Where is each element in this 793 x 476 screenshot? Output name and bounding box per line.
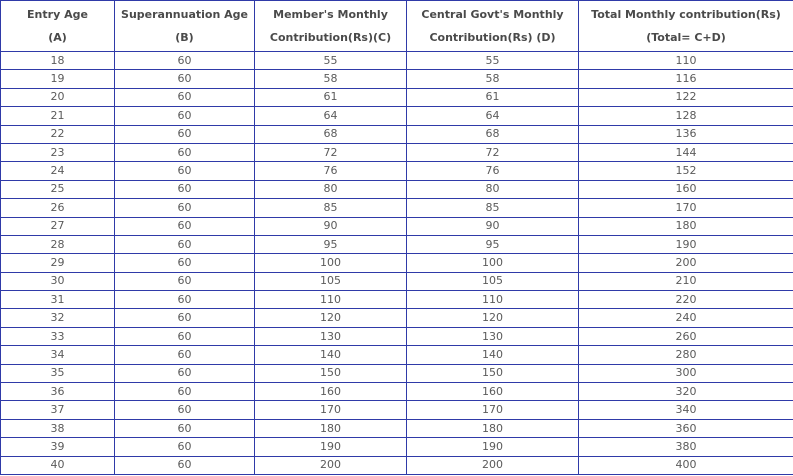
entry-age-cell: 32 [1, 309, 115, 327]
table-row [1, 272, 793, 290]
member-contribution-cell: 95 [255, 235, 407, 253]
header-total-contribution-code: (Total= C+D) [646, 30, 726, 44]
entry-age-cell: 28 [1, 235, 115, 253]
govt-contribution-cell: 130 [407, 327, 579, 345]
member-contribution-cell: 180 [255, 419, 407, 437]
header-entry-age [1, 1, 115, 52]
entry-age-cell: 31 [1, 291, 115, 309]
superannuation-age-cell: 60 [115, 52, 255, 70]
superannuation-age-cell: 60 [115, 162, 255, 180]
superannuation-age-cell: 60 [115, 199, 255, 217]
table-row [1, 217, 793, 235]
member-contribution-cell: 76 [255, 162, 407, 180]
total-contribution-cell: 128 [579, 107, 793, 125]
member-contribution-cell: 200 [255, 456, 407, 474]
superannuation-age-cell: 60 [115, 235, 255, 253]
govt-contribution-cell: 190 [407, 438, 579, 456]
entry-age-cell: 34 [1, 346, 115, 364]
govt-contribution-cell: 120 [407, 309, 579, 327]
superannuation-age-cell: 60 [115, 346, 255, 364]
entry-age-cell: 25 [1, 180, 115, 198]
header-govt-contribution-label: Central Govt's Monthly [421, 7, 564, 21]
entry-age-cell: 36 [1, 383, 115, 401]
total-contribution-cell: 300 [579, 364, 793, 382]
total-contribution-cell: 122 [579, 88, 793, 106]
govt-contribution-cell: 110 [407, 291, 579, 309]
table-row [1, 162, 793, 180]
total-contribution-cell: 400 [579, 456, 793, 474]
member-contribution-cell: 80 [255, 180, 407, 198]
total-contribution-cell: 200 [579, 254, 793, 272]
table-row [1, 235, 793, 253]
superannuation-age-cell: 60 [115, 383, 255, 401]
superannuation-age-cell: 60 [115, 327, 255, 345]
govt-contribution-cell: 150 [407, 364, 579, 382]
superannuation-age-cell: 60 [115, 291, 255, 309]
total-contribution-cell: 144 [579, 143, 793, 161]
total-contribution-cell: 190 [579, 235, 793, 253]
superannuation-age-cell: 60 [115, 143, 255, 161]
total-contribution-cell: 220 [579, 291, 793, 309]
superannuation-age-cell: 60 [115, 107, 255, 125]
entry-age-cell: 21 [1, 107, 115, 125]
superannuation-age-cell: 60 [115, 180, 255, 198]
member-contribution-cell: 160 [255, 383, 407, 401]
member-contribution-cell: 110 [255, 291, 407, 309]
superannuation-age-cell: 60 [115, 88, 255, 106]
entry-age-cell: 30 [1, 272, 115, 290]
header-member-contribution [255, 1, 407, 52]
table-row [1, 254, 793, 272]
table-row [1, 383, 793, 401]
total-contribution-cell: 116 [579, 70, 793, 88]
govt-contribution-cell: 61 [407, 88, 579, 106]
header-entry-age-code: (A) [48, 30, 67, 44]
entry-age-cell: 19 [1, 70, 115, 88]
entry-age-cell: 33 [1, 327, 115, 345]
entry-age-cell: 24 [1, 162, 115, 180]
govt-contribution-cell: 55 [407, 52, 579, 70]
header-govt-contribution [407, 1, 579, 52]
entry-age-cell: 39 [1, 438, 115, 456]
govt-contribution-cell: 80 [407, 180, 579, 198]
member-contribution-cell: 140 [255, 346, 407, 364]
total-contribution-cell: 136 [579, 125, 793, 143]
entry-age-cell: 23 [1, 143, 115, 161]
header-total-contribution [579, 1, 793, 52]
member-contribution-cell: 90 [255, 217, 407, 235]
superannuation-age-cell: 60 [115, 217, 255, 235]
total-contribution-cell: 240 [579, 309, 793, 327]
govt-contribution-cell: 100 [407, 254, 579, 272]
member-contribution-cell: 68 [255, 125, 407, 143]
member-contribution-cell: 100 [255, 254, 407, 272]
entry-age-cell: 37 [1, 401, 115, 419]
entry-age-cell: 29 [1, 254, 115, 272]
govt-contribution-cell: 170 [407, 401, 579, 419]
total-contribution-cell: 210 [579, 272, 793, 290]
govt-contribution-cell: 68 [407, 125, 579, 143]
header-superannuation-age-label: Superannuation Age [121, 7, 248, 21]
superannuation-age-cell: 60 [115, 401, 255, 419]
govt-contribution-cell: 76 [407, 162, 579, 180]
total-contribution-cell: 260 [579, 327, 793, 345]
govt-contribution-cell: 160 [407, 383, 579, 401]
govt-contribution-cell: 105 [407, 272, 579, 290]
govt-contribution-cell: 85 [407, 199, 579, 217]
table-row [1, 52, 793, 70]
entry-age-cell: 35 [1, 364, 115, 382]
total-contribution-cell: 170 [579, 199, 793, 217]
table-row [1, 125, 793, 143]
member-contribution-cell: 72 [255, 143, 407, 161]
total-contribution-cell: 152 [579, 162, 793, 180]
total-contribution-cell: 360 [579, 419, 793, 437]
table-row [1, 419, 793, 437]
table-row [1, 364, 793, 382]
header-row [1, 1, 793, 52]
table-row [1, 107, 793, 125]
entry-age-cell: 38 [1, 419, 115, 437]
govt-contribution-cell: 90 [407, 217, 579, 235]
superannuation-age-cell: 60 [115, 125, 255, 143]
table-row [1, 327, 793, 345]
govt-contribution-cell: 64 [407, 107, 579, 125]
member-contribution-cell: 58 [255, 70, 407, 88]
member-contribution-cell: 190 [255, 438, 407, 456]
member-contribution-cell: 105 [255, 272, 407, 290]
member-contribution-cell: 61 [255, 88, 407, 106]
member-contribution-cell: 64 [255, 107, 407, 125]
member-contribution-cell: 55 [255, 52, 407, 70]
table-row [1, 309, 793, 327]
table-row [1, 456, 793, 474]
superannuation-age-cell: 60 [115, 70, 255, 88]
total-contribution-cell: 320 [579, 383, 793, 401]
table-row [1, 143, 793, 161]
superannuation-age-cell: 60 [115, 309, 255, 327]
member-contribution-cell: 170 [255, 401, 407, 419]
superannuation-age-cell: 60 [115, 364, 255, 382]
header-total-contribution-label: Total Monthly contribution(Rs) [591, 7, 781, 21]
member-contribution-cell: 120 [255, 309, 407, 327]
table-row [1, 346, 793, 364]
govt-contribution-cell: 180 [407, 419, 579, 437]
superannuation-age-cell: 60 [115, 419, 255, 437]
table-row [1, 88, 793, 106]
entry-age-cell: 26 [1, 199, 115, 217]
member-contribution-cell: 85 [255, 199, 407, 217]
entry-age-cell: 27 [1, 217, 115, 235]
total-contribution-cell: 110 [579, 52, 793, 70]
header-govt-contribution-code: Contribution(Rs) (D) [429, 30, 556, 44]
member-contribution-cell: 130 [255, 327, 407, 345]
superannuation-age-cell: 60 [115, 438, 255, 456]
total-contribution-cell: 340 [579, 401, 793, 419]
total-contribution-cell: 160 [579, 180, 793, 198]
header-member-contribution-label: Member's Monthly [273, 7, 388, 21]
table-row [1, 291, 793, 309]
entry-age-cell: 18 [1, 52, 115, 70]
govt-contribution-cell: 200 [407, 456, 579, 474]
table-body [1, 52, 793, 475]
total-contribution-cell: 380 [579, 438, 793, 456]
member-contribution-cell: 150 [255, 364, 407, 382]
superannuation-age-cell: 60 [115, 254, 255, 272]
entry-age-cell: 20 [1, 88, 115, 106]
govt-contribution-cell: 95 [407, 235, 579, 253]
govt-contribution-cell: 140 [407, 346, 579, 364]
entry-age-cell: 22 [1, 125, 115, 143]
total-contribution-cell: 180 [579, 217, 793, 235]
govt-contribution-cell: 58 [407, 70, 579, 88]
table-row [1, 199, 793, 217]
header-member-contribution-code: Contribution(Rs)(C) [269, 30, 392, 44]
superannuation-age-cell: 60 [115, 272, 255, 290]
table-row [1, 70, 793, 88]
header-superannuation-age-code: (B) [175, 30, 194, 44]
superannuation-age-cell: 60 [115, 456, 255, 474]
table-row [1, 180, 793, 198]
header-superannuation-age [115, 1, 255, 52]
entry-age-cell: 40 [1, 456, 115, 474]
table-header [1, 1, 793, 52]
header-entry-age-label: Entry Age [27, 7, 88, 21]
table-row [1, 438, 793, 456]
govt-contribution-cell: 72 [407, 143, 579, 161]
table-row [1, 401, 793, 419]
total-contribution-cell: 280 [579, 346, 793, 364]
